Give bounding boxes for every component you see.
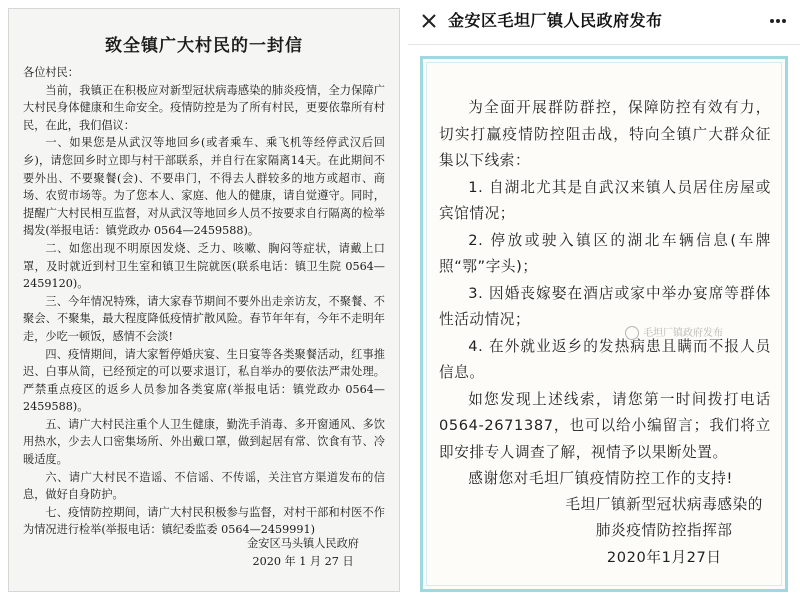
letter-signature-org: 金安区马头镇人民政府 xyxy=(247,537,359,550)
letter-signature-date: 2020 年 1 月 27 日 xyxy=(252,555,354,568)
app-header xyxy=(408,0,800,45)
notice-item: 4. 在外就业返乡的发热病患且瞒而不报人员信息。 xyxy=(439,337,771,381)
watermark-logo-icon xyxy=(625,326,639,340)
notice-signature-date: 2020年1月27日 xyxy=(606,548,722,566)
notice-thanks: 感谢您对毛坦厂镇疫情防控工作的支持! xyxy=(468,470,733,487)
letter-paragraph: 七、疫情防控期间，请广大村民积极参与监督，对村干部和村医不作为情况进行检举(举报电话：镇纪委监委 0564—2459991) xyxy=(23,505,385,537)
notice-item: 3. 因婚丧嫁娶在酒店或家中举办宴席等群体性活动情况； xyxy=(439,284,771,328)
notice-intro: 为全面开展群防群控，保障防控有效有力，切实打赢疫情防控阻击战，特向全镇广大群众征集以下线索： xyxy=(439,99,771,169)
notice-item: 2. 停放或驶入镇区的湖北车辆信息(车牌照“鄂”字头)； xyxy=(439,231,771,275)
letter-paragraph: 六、请广大村民不造谣、不信谣、不传谣，关注官方渠道发布的信息，做好自身防护。 xyxy=(23,470,385,502)
more-dots-icon[interactable] xyxy=(766,10,790,32)
page-title: 金安区毛坦厂镇人民政府发布 xyxy=(448,11,663,30)
notice-signature xyxy=(565,492,763,572)
close-icon[interactable] xyxy=(418,10,440,32)
watermark xyxy=(625,324,785,344)
notice-card xyxy=(420,56,788,592)
letter-paragraph: 五、请广大村民注重个人卫生健康，勤洗手消毒、多开窗通风、多饮用热水，少去人口密集场所、外出戴口罩，做到起居有常、饮食有节、冷暖适度。 xyxy=(23,417,385,467)
watermark-text: 毛坦厂镇政府发布 xyxy=(643,328,723,339)
letter-paragraph: 四、疫情期间，请大家暂停婚庆宴、生日宴等各类聚餐活动，红事推迟、白事从简，已经预定的可以要求退订，私自举办的要依法严肃处理。严禁重点疫区的返乡人员参加各类宴席(举报电话：镇党政办 0564—2459588)。 xyxy=(23,347,385,414)
letter-signature xyxy=(247,535,359,571)
letter-paragraph: 二、如您出现不明原因发烧、乏力、咳嗽、胸闷等症状，请戴上口罩，及时就近到村卫生室和镇卫生院就医(联系电话：镇卫生院 0564—2459120)。 xyxy=(23,241,385,291)
letter-paragraph: 三、今年情况特殊，请大家春节期间不要外出走亲访友，不聚餐、不聚会、不聚集，最大程度降低疫情扩散风险。春节年年有，今年不走明年走，少吃一顿饭，感情不会淡! xyxy=(23,294,385,343)
open-letter-document xyxy=(8,8,400,592)
notice-body xyxy=(439,95,771,493)
letter-paragraph: 一、如果您是从武汉等地回乡(或者乘车、乘飞机等经停武汉后回乡)，请您回乡时立即与村干部联系，并自行在家隔离14天。在此期间不要外出、不要聚餐(会)、不要串门，不得去人群较多的地方或超市、商场、农贸市场等。为了您本人、家庭、他人的健康，请自觉遵守。同时，提醒广大村民相互监督，对从武汉等地回乡人员不按要求自行隔离的检举揭发(举报电话：镇党政办 0564—2459588)。 xyxy=(23,136,385,238)
notice-signature-line: 肺炎疫情防控指挥部 xyxy=(595,522,733,539)
notice-signature-line: 毛坦厂镇新型冠状病毒感染的 xyxy=(565,495,763,513)
letter-body xyxy=(23,64,385,539)
letter-salutation: 各位村民： xyxy=(23,66,79,79)
letter-title: 致全镇广大村民的一封信 xyxy=(105,36,303,56)
letter-paragraph: 当前，我镇正在积极应对新型冠状病毒感染的肺炎疫情，全力保障广大村民身体健康和生命安全。疫情防控是为了所有村民，更要依靠所有村民，在此，我们倡议： xyxy=(23,83,385,132)
phone-screen xyxy=(408,0,800,600)
notice-contact: 如您发现上述线索，请您第一时间拨打电话0564-2671387，也可以给小编留言；我们将立即安排专人调查了解，视情予以果断处置。 xyxy=(439,390,771,461)
notice-item: 1. 自湖北尤其是自武汉来镇人员居住房屋或宾馆情况； xyxy=(439,178,771,222)
